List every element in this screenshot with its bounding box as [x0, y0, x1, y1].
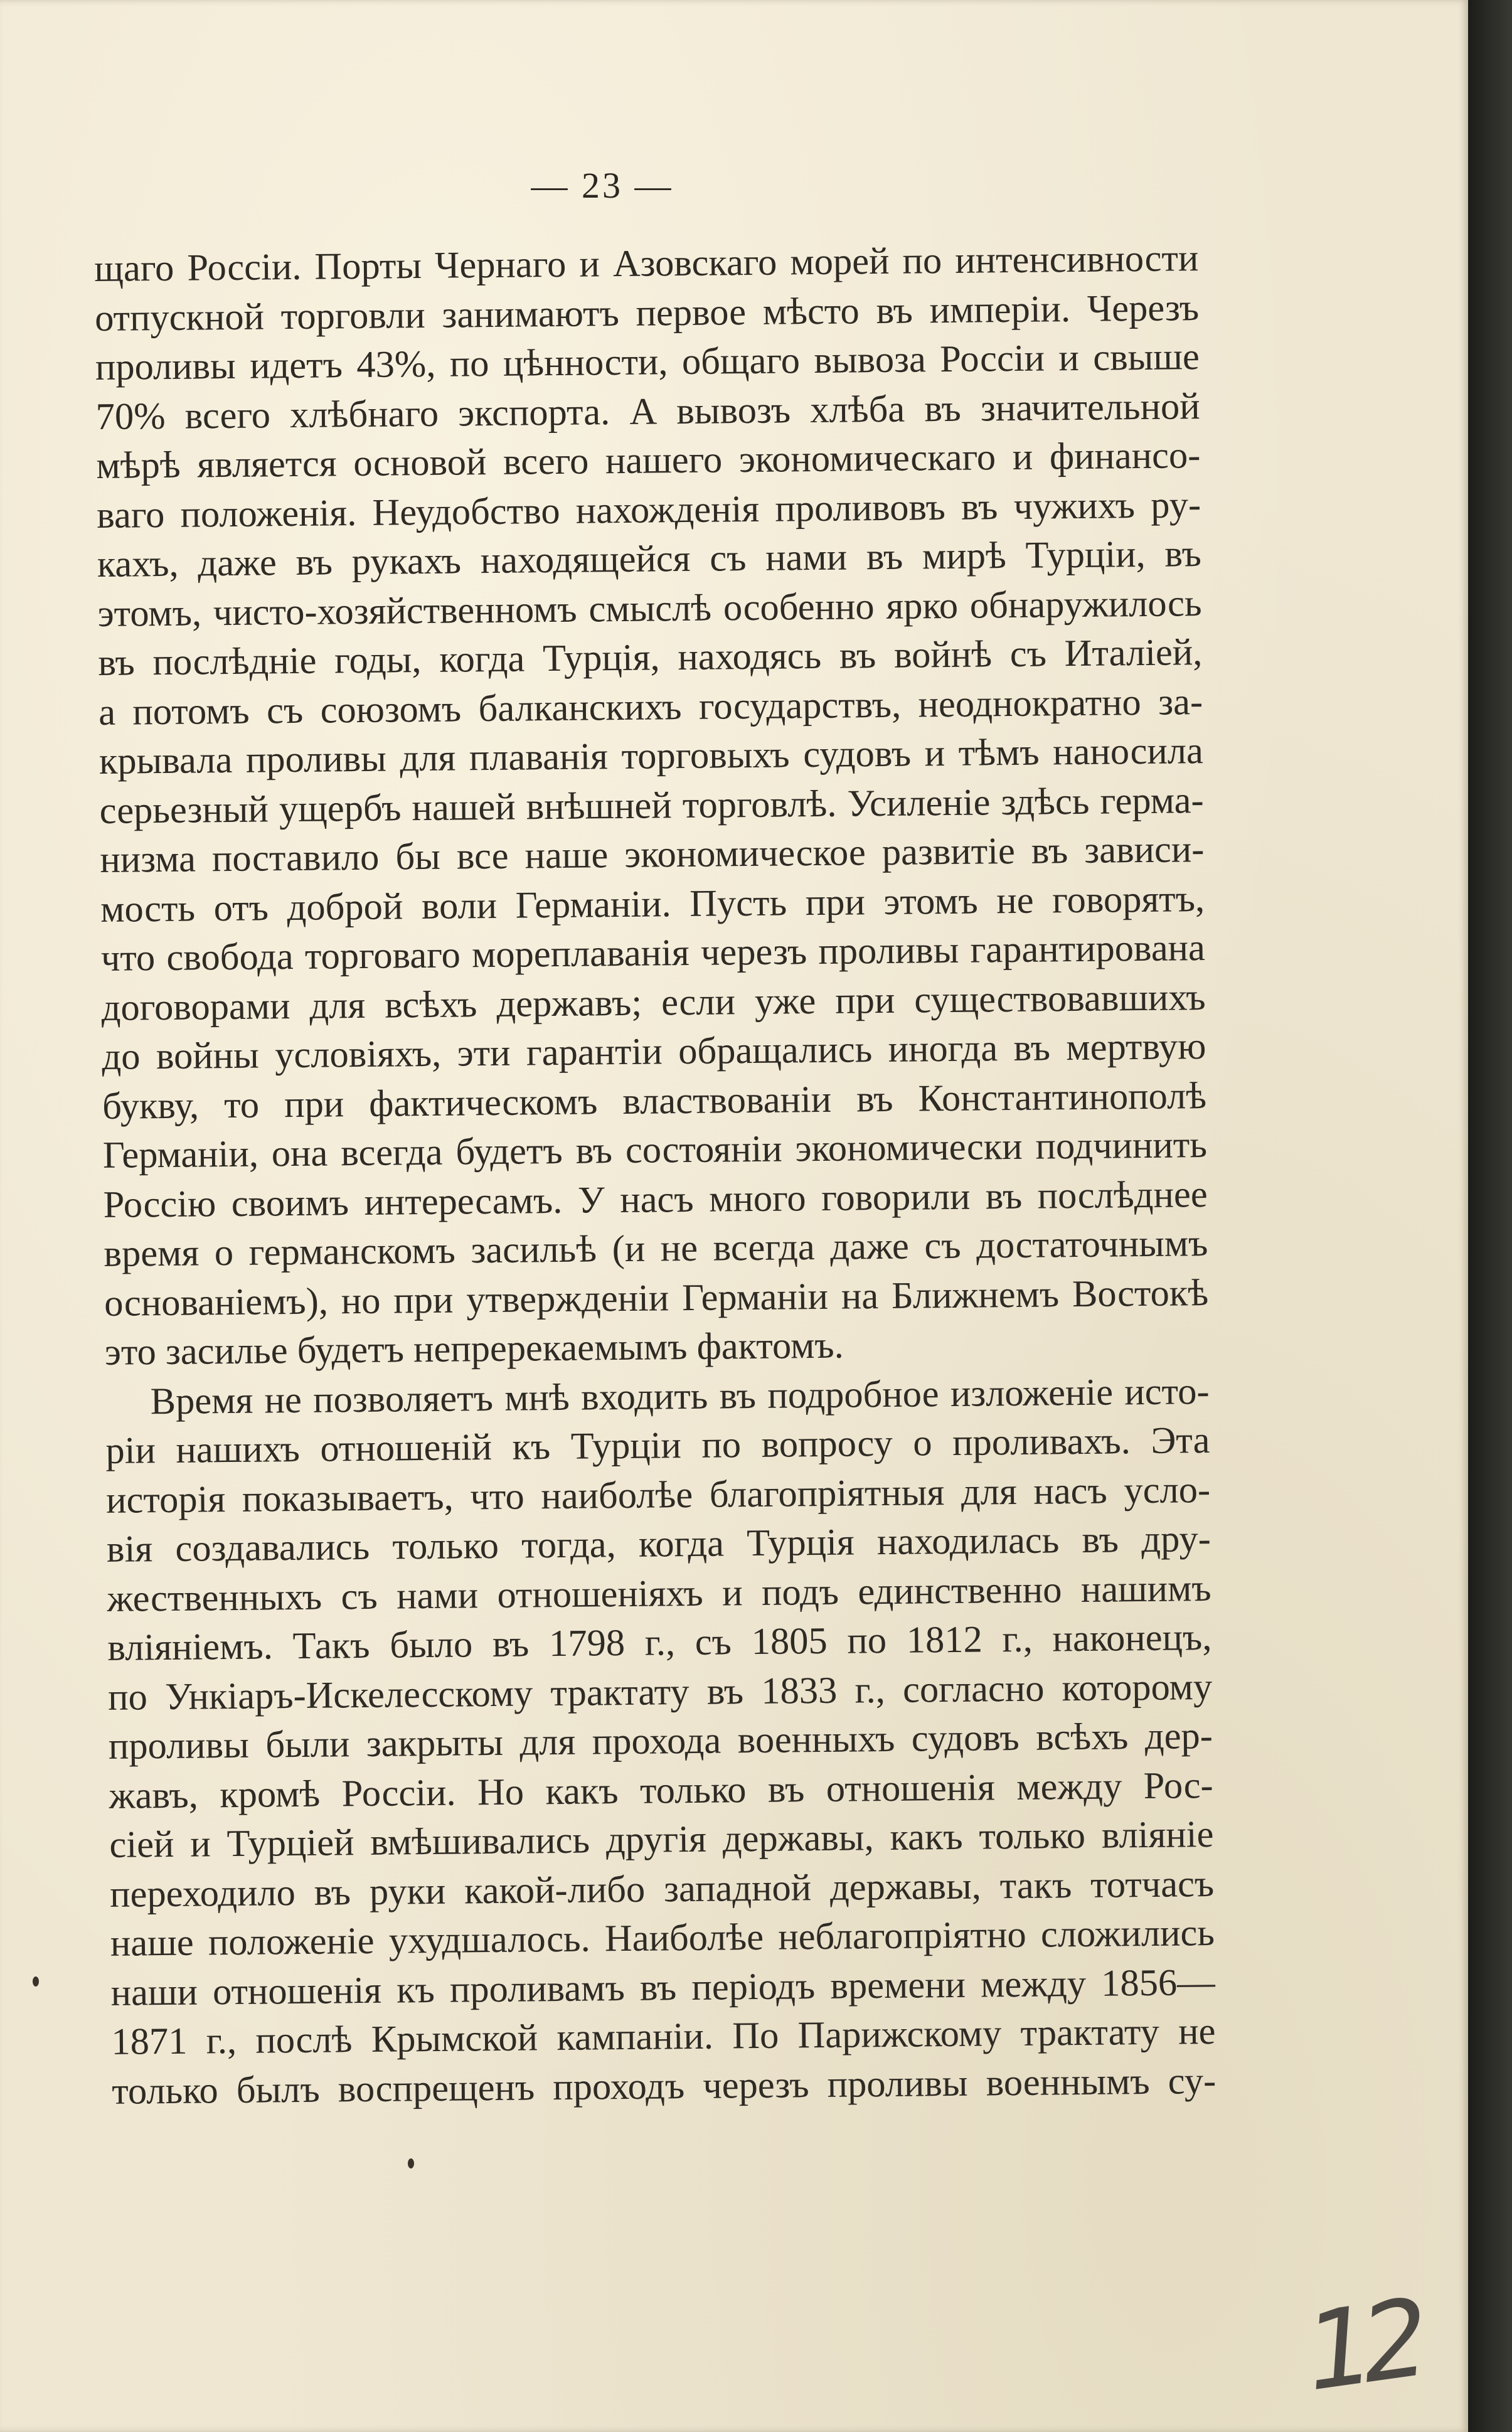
text-line: букву, то при фактическомъ властвованіи въ Константинополѣ — [102, 1074, 1207, 1128]
text-line: въ послѣдніе годы, когда Турція, находясь въ войнѣ съ Италіей, — [98, 631, 1203, 684]
text-line: вліяніемъ. Такъ было въ 1798 г., съ 1805 по 1812 г., наконецъ, — [107, 1616, 1212, 1669]
text-line: 70% всего хлѣбнаго экспорта. А вывозъ хлѣба въ значительной — [95, 385, 1200, 438]
text-line: до войны условіяхъ, эти гарантіи обращались иногда въ мертвую — [102, 1025, 1206, 1078]
text-line: вія создавались только тогда, когда Турція находилась въ дру- — [106, 1518, 1211, 1571]
text-line: основаніемъ), но при утвержденіи Германіи на Ближнемъ Востокѣ — [104, 1271, 1209, 1325]
text-line: жавъ, кромѣ Россіи. Но какъ только въ отношенія между Рос- — [109, 1764, 1213, 1817]
text-line: наше положеніе ухудшалось. Наиболѣе неблагопріятно сложились — [110, 1911, 1215, 1965]
text-line: мость отъ доброй воли Германіи. Пусть при этомъ не говорятъ, — [100, 877, 1205, 931]
text-line: только былъ воспрещенъ проходъ черезъ проливы военнымъ су- — [111, 2059, 1217, 2113]
page-number: — 23 — — [531, 165, 674, 206]
scan-edge — [1468, 0, 1512, 2432]
text-line: а потомъ съ союзомъ балканскихъ государствъ, неоднократно за- — [98, 680, 1203, 733]
text-line: переходило въ руки какой-либо западной державы, такъ тотчасъ — [109, 1862, 1215, 1916]
ink-speck — [33, 1976, 39, 1987]
text-line: мѣрѣ является основой всего нашего экономическаго и финансо- — [96, 434, 1201, 487]
text-line: крывала проливы для плаванія торговыхъ судовъ и тѣмъ наносила — [98, 730, 1204, 782]
text-line: этомъ, чисто-хозяйственномъ смыслѣ особенно ярко обнаружилось — [97, 582, 1202, 635]
text-line: проливы идетъ 43%, по цѣнности, общаго вывоза Россіи и свыше — [95, 336, 1200, 388]
text-line: 1871 г., послѣ Крымской кампаніи. По Парижскому трактату не — [111, 2010, 1216, 2063]
text-line: щаго Россіи. Порты Чернаго и Азовскаго морей по интенсивности — [94, 237, 1199, 290]
handwritten-folio-number: 12 — [1301, 2275, 1422, 2418]
text-line: исторія показываетъ, что наиболѣе благопріятныя для насъ усло- — [105, 1468, 1211, 1522]
text-line: ваго положенія. Неудобство нахожденія проливовъ въ чужихъ ру- — [96, 483, 1201, 536]
paragraph-2 — [105, 1367, 1216, 2116]
text-line: это засилье будетъ непререкаемымъ фактомъ. — [104, 1324, 844, 1373]
ink-speck — [408, 2158, 414, 2168]
text-line: кахъ, даже въ рукахъ находящейся съ нами въ мирѣ Турціи, въ — [97, 533, 1202, 585]
body-text — [94, 234, 1217, 2116]
text-line: по Ункіаръ-Искелесскому трактату въ 1833 г., согласно которому — [107, 1665, 1213, 1719]
text-line: наши отношенія къ проливамъ въ періодъ времени между 1856— — [110, 1961, 1215, 2014]
text-line: сіей и Турціей вмѣшивались другія державы, какъ только вліяніе — [109, 1813, 1214, 1866]
text-line: серьезный ущербъ нашей внѣшней торговлѣ. Усиленіе здѣсь герма- — [99, 779, 1204, 832]
paragraph-1 — [94, 234, 1209, 1377]
text-line: время о германскомъ засильѣ (и не всегда даже съ достаточнымъ — [104, 1222, 1208, 1275]
text-line: ріи нашихъ отношеній къ Турціи по вопросу о проливахъ. Эта — [105, 1419, 1210, 1472]
text-line: договорами для всѣхъ державъ; если уже при существовавшихъ — [101, 976, 1206, 1029]
text-line: Россію своимъ интересамъ. У насъ много говорили въ послѣднее — [103, 1173, 1208, 1226]
text-line: что свобода торговаго мореплаванія черезъ проливы гарантирована — [100, 927, 1206, 979]
text-line: Германіи, она всегда будетъ въ состояніи экономически подчинить — [102, 1124, 1208, 1176]
text-line: отпускной торговли занимаютъ первое мѣсто въ имперіи. Черезъ — [94, 286, 1200, 339]
text-line: низма поставило бы все наше экономическое развитіе въ зависи- — [100, 828, 1205, 881]
text-line: жественныхъ съ нами отношеніяхъ и подъ единственно нашимъ — [107, 1567, 1211, 1620]
text-line: Время не позволяетъ мнѣ входить въ подробное изложеніе исто- — [150, 1370, 1210, 1422]
text-line: проливы были закрыты для прохода военныхъ судовъ всѣхъ дер- — [108, 1714, 1213, 1768]
